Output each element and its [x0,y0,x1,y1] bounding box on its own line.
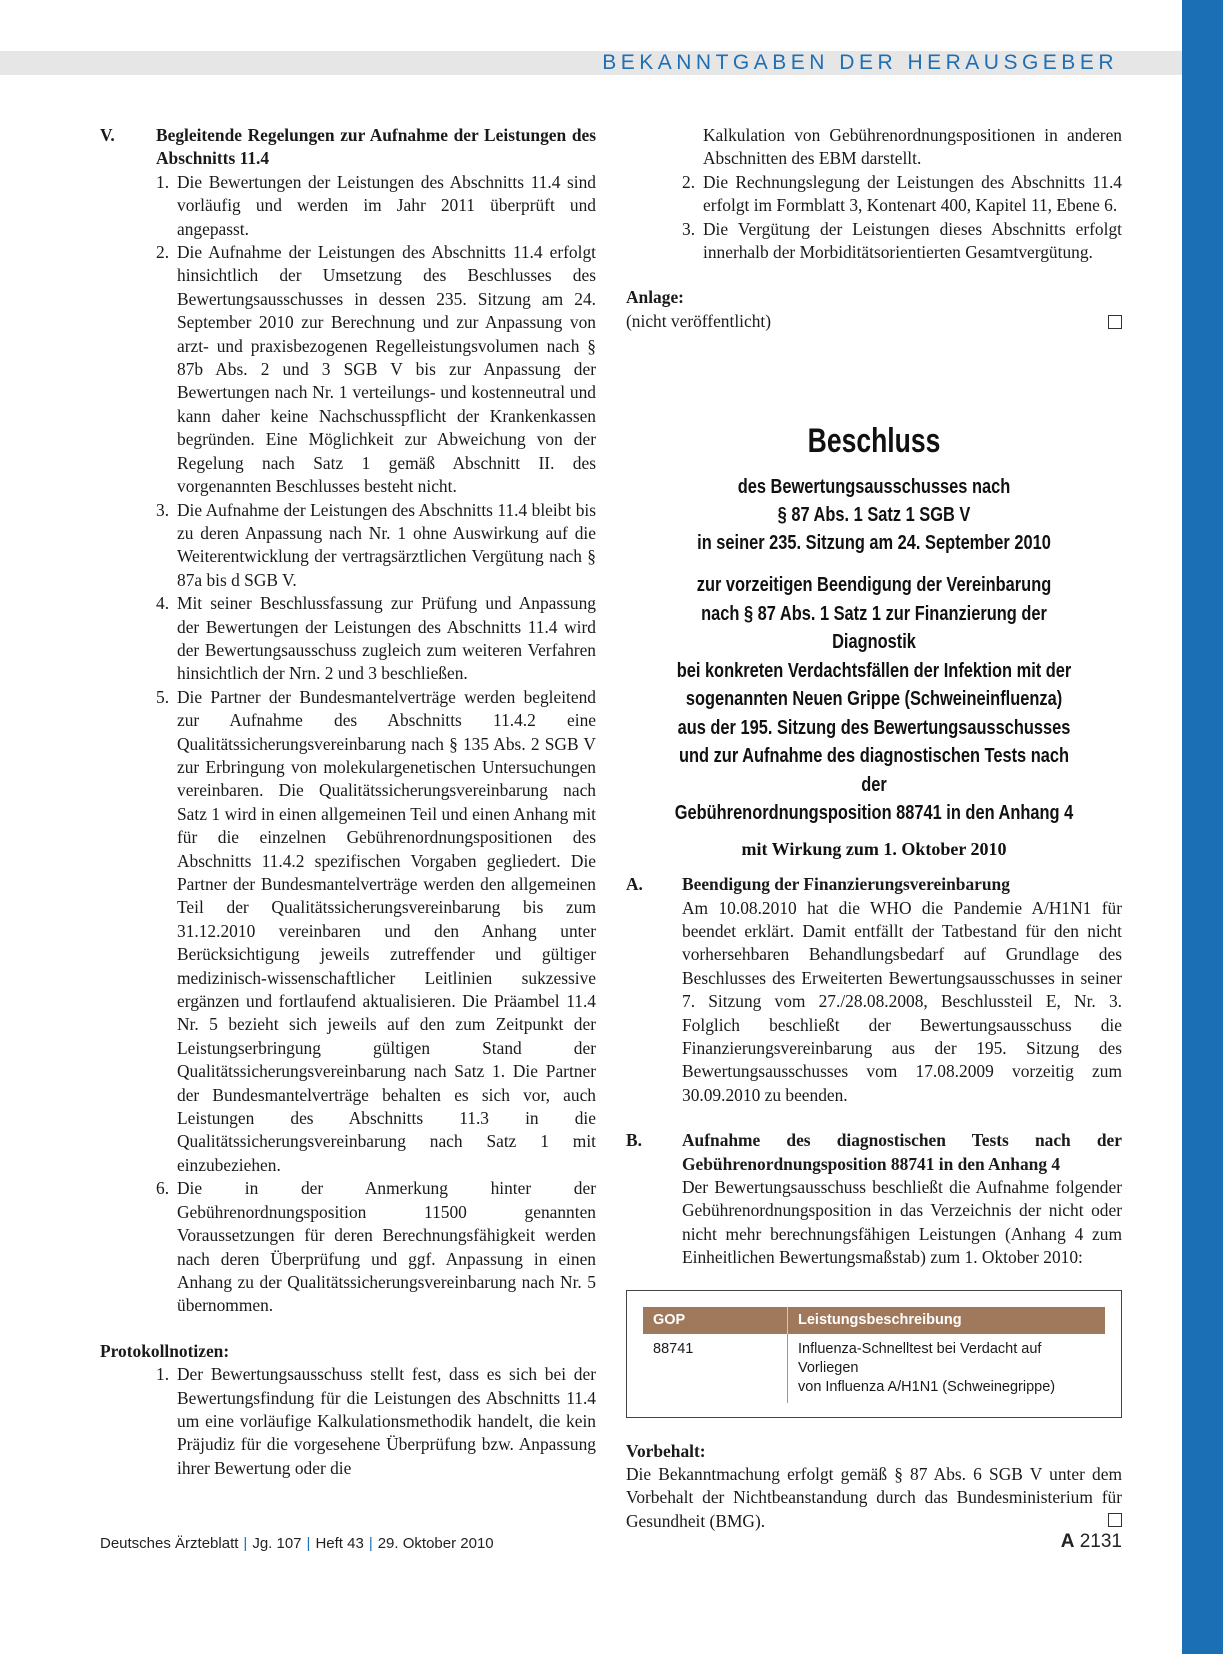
list-item: 4. Mit seiner Beschlussfassung zur Prüfung und Anpassung der Bewertungen der Leistungen des Abschnitts 11.4 wird der Bewertungsausschuss zugleich zum weiteren Verfahren hinsichtlich der Nrn. 2 und 3 beschließen. [156,593,596,684]
continued-text: Kalkulation von Gebührenordnungspositionen in anderen Abschnitten des EBM darstellt. [703,125,1122,169]
list-item: 5. Die Partner der Bundesmantelverträge werden begleitend zur Aufnahme des Abschnitts 11.4.2 eine Qualitätssicherungsvereinbarung nach § 135 Abs. 2 SGB V zur Erbringung von molekulargenetischen Untersuchungen vereinbaren. Die Qualitätssicherungsvereinbarung nach Satz 1 wird in einen allgemeinen Teil und einen Anhang mit für die einzelnen Gebührenordnungspositionen des Abschnitts 11.4.2 spezifischen Vorgaben gegliedert. Die Partner der Bundesmantelverträge werden den allgemeinen Teil der Qualitätssicherungsvereinbarung bis zum 31.12.2010 vereinbaren und den Anhang unter Berücksichtigung jeweils zutreffender und gültiger medizinisch-wissenschaftlicher Leitlinien sukzessive ergänzen und fortlaufend aktualisieren. Die Präambel 11.4 Nr. 5 bezieht sich jeweils auf den zum Zeitpunkt der Leistungserbringung gültigen Stand der Qualitätssicherungsvereinbarung nach Satz 1. Die Partner der Bundesmantelverträge behalten es sich vor, auch Leistungen des Abschnitts 11.3 in die Qualitätssicherungsvereinbarung nach Satz 1 mit einzubeziehen. [156,686,596,1175]
section-header-title: BEKANNTGABEN DER HERAUSGEBER [602,51,1118,74]
list-item: 2. Die Rechnungslegung der Leistungen des Abschnitts 11.4 erfolgt im Formblatt 3, Kontenart 400, Kapitel 11, Ebene 6. [682,171,1122,216]
vorbehalt-heading: Vorbehalt: [626,1440,706,1461]
section-a-heading: A. Beendigung der Finanzierungsvereinbarung [626,874,1010,895]
protokoll-heading: Protokollnotizen: [100,1340,230,1361]
left-column [100,124,596,1480]
section-b-heading: B. Aufnahme des diagnostischen Tests nach der Gebührenordnungsposition 88741 in den Anhang 4 [626,1130,1122,1174]
gop-table-box [626,1290,1122,1418]
section-number: V. [100,125,115,145]
right-column [626,124,1122,1533]
section-v-heading [100,124,596,171]
journal-date: 29. Oktober 2010 [377,1535,494,1552]
list-item: 3. Die Aufnahme der Leistungen des Abschnitts 11.4 bleibt bis zu deren Anpassung nach Nr. 1 ohne Auswirkung auf die Weiterentwicklung der vertragsärztlichen Vergütung nach § 87a bis d SGB V. [156,499,596,590]
section-a-text: Am 10.08.2010 hat die WHO die Pandemie A/H1N1 für beendet erklärt. Damit entfällt der Tatbestand für den nicht vorhersehbaren Behandlungsbedarf auf Grundlage des Beschlusses des Erweiterten Bewertungsausschusses in seiner 7. Sitzung vom 27./28.08.2008, Beschlussteil E, Nr. 3. Folglich beschließt der Bewertungsausschuss die Finanzierungsvereinbarung aus der 195. Sitzung des Bewertungsausschusses vom 17.08.2009 vorzeitig zum 30.09.2010 zu beenden. [682,897,1122,1105]
journal-issue: Heft 43 [315,1535,364,1552]
beschluss-title: Beschluss [807,422,941,461]
column-header-description: Leistungsbeschreibung [788,1307,1106,1334]
right-color-bar [1182,0,1223,1654]
list-item: 1. Der Bewertungsausschuss stellt fest, dass es sich bei der Bewertungsfindung für die Leistungen des Abschnitts 11.4 um eine vorläufige Kalkulationsmethodik handelt, die kein Präjudiz für die vorgesehene Überprüfung bzw. Anpassung ihrer Bewertung oder die [156,1364,596,1478]
beschluss-effective-date: mit Wirkung zum 1. Oktober 2010 [741,838,1007,859]
column-header-gop: GOP [643,1307,788,1334]
gop-code: 88741 [643,1334,788,1403]
table-header-row [643,1307,1105,1334]
vorbehalt-text: Die Bekanntmachung erfolgt gemäß § 87 Abs. 6 SGB V unter dem Vorbehalt der Nichtbeanstandung durch das Bundesministerium für Gesundheit (BMG). [626,1464,1122,1531]
page-number: A 2131 [1060,1531,1122,1552]
header-bar [0,51,1182,75]
table-row [643,1334,1105,1403]
section-title: Begleitende Regelungen zur Aufnahme der Leistungen des Abschnitts 11.4 [156,125,596,169]
anlage-heading: Anlage: [626,287,684,308]
list-item: 3. Die Vergütung der Leistungen dieses Abschnitts erfolgt innerhalb der Morbiditätsorientierten Gesamtvergütung. [682,218,1122,263]
beschluss-block [626,421,1122,861]
gop-description: Influenza-Schnelltest bei Verdacht auf Vorliegen von Influenza A/H1N1 (Schweinegrippe) [798,1340,1056,1395]
section-b-text: Der Bewertungsausschuss beschließt die Aufnahme folgender Gebührenordnungsposition in das Verzeichnis der nicht oder nicht mehr berechnungsfähigen Leistungen (Anhang 4 zum Einheitlichen Bewertungsmaßstab) zum 1. Oktober 2010: [682,1177,1122,1268]
end-mark-square-icon [1108,315,1122,329]
page-footer: Deutsches Ärzteblatt | Jg. 107 | Heft 43 | 29. Oktober 2010 A 2131 [100,1531,1122,1552]
list-item: 2. Die Aufnahme der Leistungen des Abschnitts 11.4 erfolgt hinsichtlich der Umsetzung des Beschlusses des Bewertungsausschusses in dessen 235. Sitzung am 24. September 2010 zur Berechnung und zur Anpassung von arzt- und praxisbezogenen Regelleistungsvolumen nach § 87b Abs. 2 und 3 SGB V bis zur Anpassung der Bewertungen nach Nr. 1 verteilungs- und kostenneutral und kann daher keine Nachschusspflicht der Krankenkassen begründen. Eine Möglichkeit zur Abweichung von der Regelung nach Satz 1 gemäß Abschnitt II. des vorgenannten Beschlusses besteht nicht. [156,242,596,497]
journal-volume: Jg. 107 [252,1535,302,1552]
regulations-list [156,171,596,1318]
gop-table [643,1307,1105,1403]
beschluss-subtitle: des Bewertungsausschusses nach § 87 Abs. 1 Satz 1 SGB V in seiner 235. Sitzung am 24. September 2010 [697,476,1051,555]
list-item: 6. Die in der Anmerkung hinter der Gebührenordnungsposition 11500 genannten Voraussetzungen für deren Berechnungsfähigkeit werden nach deren Überprüfung und ggf. Anpassung in einen Anhang zu der Qualitätssicherungsvereinbarung nach Nr. 5 übernommen. [156,1178,596,1316]
anlage-text: (nicht veröffentlicht) [626,310,772,331]
beschluss-subject: zur vorzeitigen Beendigung der Vereinbarung nach § 87 Abs. 1 Satz 1 zur Finanzierung der Diagnostik bei konkreten Verdachtsfällen der Infektion mit der sogenannten Neuen Grippe (Schweineinfluenza) aus der 195. Sitzung des Bewertungsausschusses und zur Aufnahme des diagnostischen Tests nach der Gebührenordnungsposition 88741 in den Anhang 4 [674,574,1074,825]
journal-name: Deutsches Ärzteblatt [100,1535,239,1552]
list-item: 1. Die Bewertungen der Leistungen des Abschnitts 11.4 sind vorläufig und werden im Jahr 2011 überprüft und angepasst. [156,171,596,239]
end-mark-square-icon [1108,1513,1122,1527]
